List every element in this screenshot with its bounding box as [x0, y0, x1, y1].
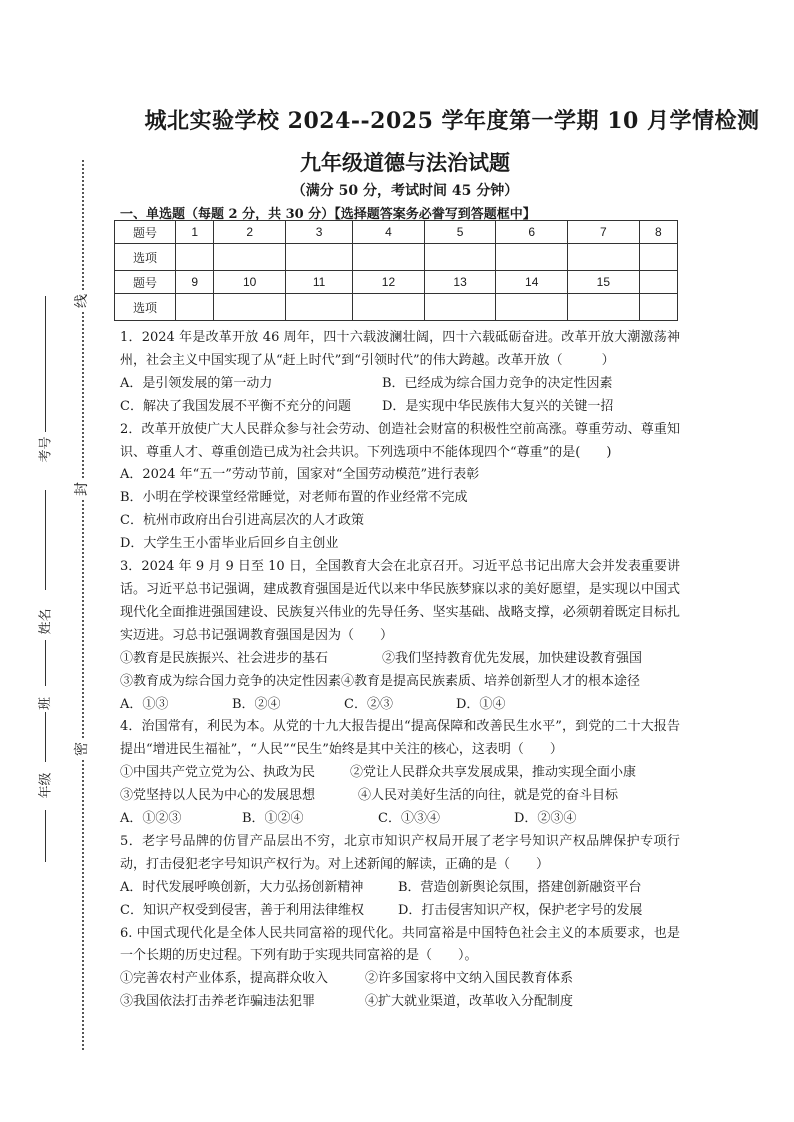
question-number-cell — [639, 271, 677, 294]
question-5-stem: 5．老字号品牌的仿冒产品层出不穷，北京市知识产权局开展了老字号知识产权品牌保护专项行动，打击侵犯老字号知识产权行为。对上述新闻的解读，正确的是（ ） — [120, 833, 680, 872]
question-1-options-row — [120, 396, 680, 419]
question-number-cell: 15 — [568, 271, 640, 294]
question-6-statement-4: ④扩大就业渠道，改革收入分配制度 — [365, 994, 574, 1010]
answer-table — [114, 220, 678, 321]
question-number-cell: 10 — [214, 271, 286, 294]
option-header-cell: 选项 — [115, 294, 176, 321]
exam-number-label: 考号 — [38, 436, 54, 463]
seal-char-feng: 封 — [71, 478, 93, 500]
seal-char-xian: 线 — [71, 290, 93, 312]
question-2-option-b: B．小明在学校课堂经常睡觉，对老师布置的作业经常不完成 — [120, 490, 468, 506]
question-6-statement-2: ②许多国家将中文纳入国民教育体系 — [365, 971, 574, 987]
name-label: 姓名 — [38, 608, 54, 635]
exam-note: （满分 50 分，考试时间 45 分钟） — [291, 183, 519, 199]
question-5-options-row — [120, 900, 680, 923]
answer-cell[interactable] — [568, 244, 640, 271]
answer-cell[interactable] — [176, 244, 214, 271]
name-line[interactable] — [45, 490, 46, 590]
answer-cell[interactable] — [176, 294, 214, 321]
option-header-cell: 选项 — [115, 244, 176, 271]
question-4-statement-1: ①中国共产党立党为公、执政为民 — [120, 765, 316, 781]
question-number-cell: 1 — [176, 221, 214, 244]
grade-label: 年级 — [38, 772, 54, 799]
question-number-cell: 5 — [424, 221, 496, 244]
question-6-statements-row — [120, 968, 680, 991]
question-number-cell: 11 — [285, 271, 352, 294]
answer-cell[interactable] — [424, 294, 496, 321]
row-header-cell: 题号 — [115, 271, 176, 294]
exam-subtitle: 九年级道德与法治试题 — [300, 150, 510, 175]
question-number-cell: 9 — [176, 271, 214, 294]
question-number-cell: 2 — [214, 221, 286, 244]
question-4-option-d: D．②③④ — [514, 811, 577, 827]
seal-char-mi: 密 — [71, 738, 93, 760]
question-number-cell: 3 — [285, 221, 352, 244]
question-3-statement-2: ②我们坚持教育优先发展，加快建设教育强国 — [382, 650, 643, 666]
question-1-option-b: B．已经成为综合国力竞争的决定性因素 — [382, 375, 613, 391]
question-number-cell: 8 — [639, 221, 677, 244]
row-header-cell: 题号 — [115, 221, 176, 244]
answer-cell[interactable] — [496, 244, 568, 271]
answer-cell[interactable] — [285, 294, 352, 321]
exam-number-line[interactable] — [45, 296, 46, 432]
table-row — [115, 221, 678, 244]
question-6-stem: 6. 中国式现代化是全体人民共同富裕的现代化。共同富裕是中国特色社会主义的本质要求，也是一个长期的历史过程。下列有助于实现共同富裕的是（ ）。 — [120, 925, 680, 964]
answer-cell[interactable] — [639, 294, 677, 321]
question-4-option-c: C．①③④ — [378, 811, 440, 827]
question-2-stem: 2．改革开放使广大人民群众参与社会劳动、创造社会财富的积极性空前高涨。尊重劳动、尊重知识、尊重人才、尊重创造已成为社会共识。下列选项中不能体现四个“尊重”的是( ) — [120, 421, 680, 460]
question-6-statements-row — [120, 991, 680, 1014]
question-2-option-d: D．大学生王小雷毕业后回乡自主创业 — [120, 536, 339, 552]
question-1-option-d: D．是实现中华民族伟大复兴的关键一招 — [382, 398, 614, 414]
question-5-option-a: A．时代发展呼唤创新，大力弘扬创新精神 — [120, 879, 364, 895]
question-3-option-a: A．①③ — [120, 696, 169, 712]
question-3-statement-1: ①教育是民族振兴、社会进步的基石 — [120, 650, 329, 666]
question-3-stem: 3．2024 年 9 月 9 日至 10 日，全国教育大会在北京召开。习近平总书记出席大会并发表重要讲话。习近平总书记强调，建成教育强国是近代以来中华民族梦寐以求的美好愿望，是实现以中国式现代化全面推进强国建设、民族复兴伟业的先导任务、坚实基础、战略支撑，必须朝着既定目标扎实迈进。习总书记强调教育强国是因为（ ） — [120, 559, 680, 643]
question-number-cell: 12 — [353, 271, 425, 294]
binding-margin — [0, 0, 110, 1122]
question-1-option-c: C．解决了我国发展不平衡不充分的问题 — [120, 398, 351, 414]
exam-title: 城北实验学校 2024--2025 学年度第一学期 10 月学情检测 — [144, 108, 760, 134]
question-3-statement-3-4: ③教育成为综合国力竞争的决定性因素④教育是提高民族素质、培养创新型人才的根本途径 — [120, 673, 641, 689]
question-2-option-a: A．2024 年“五一”劳动节前，国家对“全国劳动模范”进行表彰 — [120, 467, 480, 483]
question-number-cell: 14 — [496, 271, 568, 294]
question-number-cell: 13 — [424, 271, 496, 294]
answer-cell[interactable] — [214, 244, 286, 271]
question-5-option-d: D．打击侵害知识产权，保护老字号的发展 — [398, 902, 643, 918]
answer-cell[interactable] — [424, 244, 496, 271]
answer-cell[interactable] — [353, 294, 425, 321]
question-number-cell: 6 — [496, 221, 568, 244]
class-label: 班 — [38, 696, 54, 711]
answer-cell[interactable] — [496, 294, 568, 321]
question-list — [120, 327, 680, 1014]
question-4-option-a: A．①②③ — [120, 811, 182, 827]
question-1-options-row — [120, 373, 680, 396]
question-number-cell: 4 — [353, 221, 425, 244]
grade-blank-line[interactable] — [45, 712, 46, 762]
question-6-statement-1: ①完善农村产业体系，提高群众收入 — [120, 971, 329, 987]
question-4-stem: 4．治国常有，利民为本。从党的十九大报告提出“提高保障和改善民生水平”，到党的二十大报告提出“增进民生福祉”，“人民”“民生”始终是其中关注的核心，这表明（ ） — [120, 719, 680, 758]
question-3-options-row — [120, 694, 680, 717]
question-4-statement-4: ④人民对美好生活的向往，就是党的奋斗目标 — [358, 788, 619, 804]
question-3-option-b: B．②④ — [232, 696, 281, 712]
question-6-statement-3: ③我国依法打击养老诈骗违法犯罪 — [120, 994, 316, 1010]
question-4-statement-3: ③党坚持以人民为中心的发展思想 — [120, 788, 316, 804]
question-4-statements-row — [120, 785, 680, 808]
question-3-statements-row — [120, 648, 680, 671]
question-4-statements-row — [120, 762, 680, 785]
question-5-options-row — [120, 877, 680, 900]
answer-cell[interactable] — [353, 244, 425, 271]
question-3-option-c: C．②③ — [344, 696, 393, 712]
question-1-stem: 1．2024 年是改革开放 46 周年，四十六载波澜壮阔，四十六载砥砺奋进。改革开放大潮激荡神州，社会主义中国实现了从“赶上时代”到“引领时代”的伟大跨越。改革开放（ ） — [120, 330, 680, 368]
answer-cell[interactable] — [568, 294, 640, 321]
answer-cell[interactable] — [214, 294, 286, 321]
question-5-option-b: B．营造创新舆论氛围，搭建创新融资平台 — [398, 879, 642, 895]
question-number-cell: 7 — [568, 221, 640, 244]
table-row — [115, 294, 678, 321]
question-4-options-row — [120, 808, 680, 831]
grade-line[interactable] — [45, 810, 46, 862]
question-1-option-a: A．是引领发展的第一动力 — [120, 375, 273, 391]
question-5-option-c: C．知识产权受到侵害，善于利用法律维权 — [120, 902, 364, 918]
answer-cell[interactable] — [285, 244, 352, 271]
section-heading: 一、单选题（每题 2 分，共 30 分）【选择题答案务必誊写到答题框中】 — [120, 207, 536, 222]
question-3-option-d: D．①④ — [456, 696, 506, 712]
table-row — [115, 271, 678, 294]
question-4-statement-2: ②党让人民群众共享发展成果，推动实现全面小康 — [350, 765, 637, 781]
question-4-option-b: B．①②④ — [242, 811, 304, 827]
table-row — [115, 244, 678, 271]
question-2-option-c: C．杭州市政府出台引进高层次的人才政策 — [120, 513, 364, 529]
answer-cell[interactable] — [639, 244, 677, 271]
class-line[interactable] — [45, 640, 46, 686]
